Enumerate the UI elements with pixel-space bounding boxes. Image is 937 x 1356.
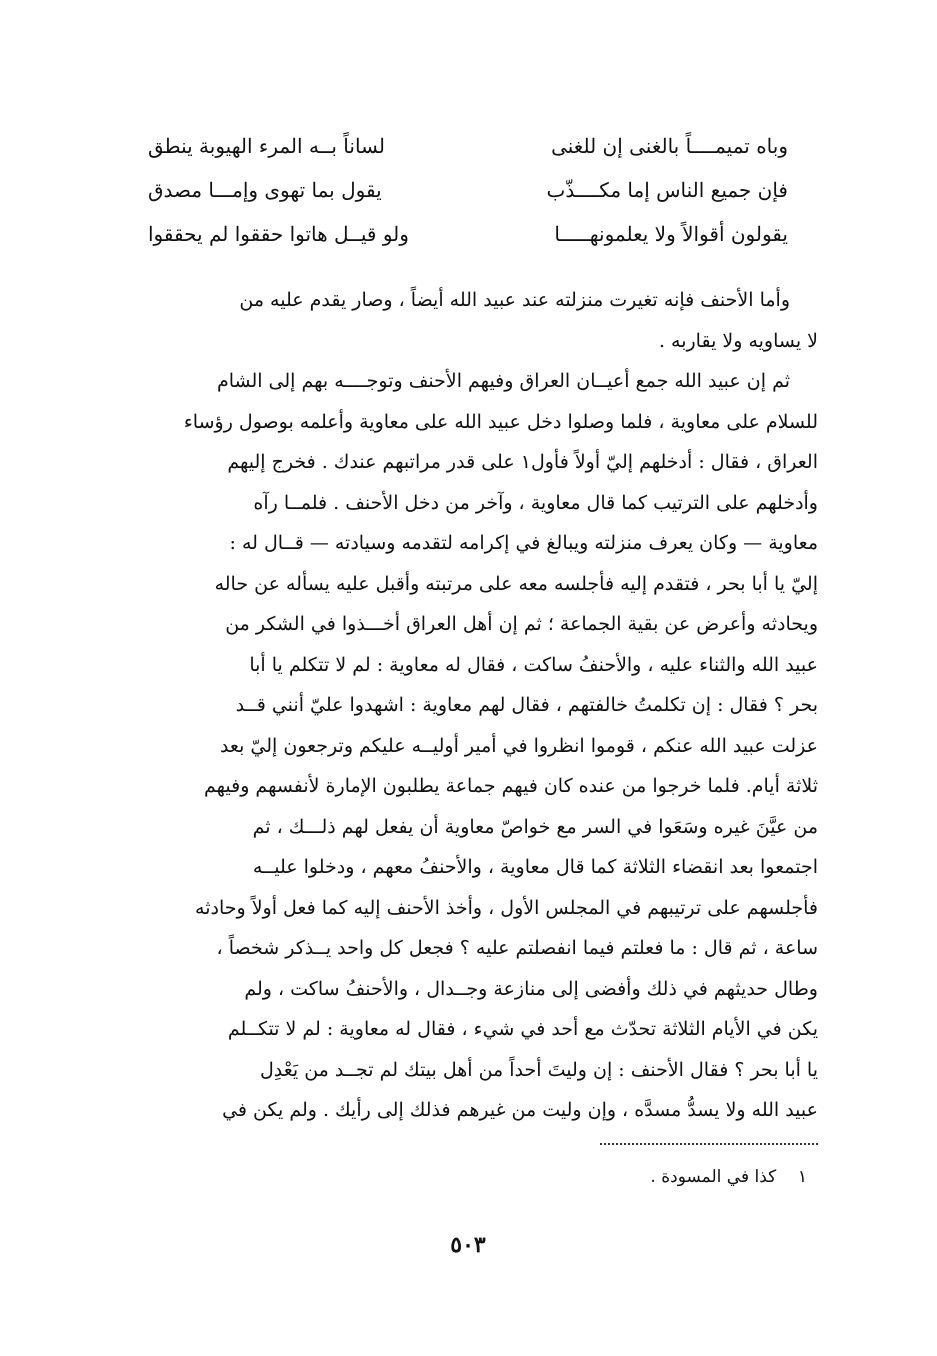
verse-second-hemistich: لساناً بــه المرء الهيوبة ينطق [148, 134, 385, 158]
text-line: فأجلسهم على ترتيبهم في المجلس الأول ، وأخذ الأحنف إليه كما فعل أولاً وحادثه [195, 896, 818, 919]
poem-verse [148, 168, 788, 212]
text-line: للسلام على معاوية ، فلما وصلوا دخل عبيد الله على معاوية وأعلمه بوصول رؤساء [183, 410, 818, 433]
text-line: بحر ؟ فقال : إن تكلمتُ خالفتهم ، فقال لهم معاوية : اشهدوا عليّ أنني قــد [235, 694, 818, 716]
text-line: وطال حديثهم في ذلك وأفضى إلى منازعة وجــدال ، والأحنفُ ساكت ، ولم [244, 977, 818, 1000]
text-line: يكن في الأيام الثلاثة تحدّث مع أحد في شيء ، فقال له معاوية : لم لا تتكــلم [227, 1018, 818, 1040]
text-line: ثم إن عبيد الله جمع أعيــان العراق وفيهم الأحنف وتوجــــه بهم إلى الشام [216, 370, 790, 392]
poem-verse [148, 124, 788, 168]
text-line: وأدخلهم على الترتيب كما قال معاوية ، وآخر من دخل الأحنف . فلمــا رآه [253, 491, 818, 514]
text-line: عزلت عبيد الله عنكم ، قوموا انظروا في أمير أوليــه عليكم وترجعون إليّ بعد [219, 734, 818, 757]
text-line: عبيد الله والثناء عليه ، والأحنفُ ساكت ، فقال له معاوية : لم لا تتكلم يا أبا [249, 653, 818, 676]
text-line: يا أبا بحر ؟ فقال الأحنف : إن وليتَ أحداً من أهل بيتك لم تجــد من يَعْدِل [259, 1058, 818, 1081]
text-line: من عيَّنَ غيره وسَعَوا في السر مع خواصّ معاوية أن يفعل لهم ذلـــك ، ثم [252, 815, 818, 838]
body-text [118, 280, 818, 1131]
text-line: ساعة ، ثم قال : ما فعلتم فيما انفصلتم عليه ؟ فجعل كل واحد يــذكر شخصاً ، [216, 937, 818, 959]
text-line: ثلاثة أيام. فلما خرجوا من عنده كان فيهم جماعة يطلبون الإمارة لأنفسهم وفيهم [204, 775, 818, 797]
footnote-divider [600, 1143, 818, 1145]
verse-first-hemistich: وباه تميمــــاً بالغنى إن للغنى [551, 134, 788, 158]
footnote [650, 1163, 807, 1191]
text-line: اجتمعوا بعد انقضاء الثلاثة كما قال معاوية ، والأحنفُ معهم ، ودخلوا عليــه [252, 856, 818, 878]
verse-first-hemistich: يقولون أقوالاً ولا يعلمونهـــــا [554, 222, 788, 246]
verse-second-hemistich: يقول بما تهوى وإمـــا مصدق [148, 178, 382, 202]
text-line: معاوية — وكان يعرف منزلته ويبالغ في إكرامه لتقدمه وسيادته — قــال له : [229, 532, 818, 554]
footnote-number: ١ [797, 1167, 807, 1187]
text-line: عبيد الله ولا يسدُّ مسدَّه ، وإن وليت من غيرهم فذلك إلى رأيك . ولم يكن في [222, 1099, 818, 1121]
verse-second-hemistich: ولو قيــل هاتوا حققوا لم يحققوا [148, 222, 409, 246]
poem-block [148, 124, 788, 256]
text-line: ويحادثه وأعرض عن بقية الجماعة ؛ ثم إن أهل العراق أخـــذوا في الشكر من [225, 613, 818, 635]
page-number: ٥٠٣ [450, 1232, 486, 1258]
verse-first-hemistich: فإن جميع الناس إما مكــــذّب [546, 178, 788, 202]
text-line: العراق ، فقال : أدخلهم إليّ أولاً فأول١ على قدر مراتبهم عندك . فخرج إليهم [227, 451, 818, 473]
poem-verse [148, 212, 788, 256]
text-line: إليّ يا أبا بحر ، فتقدم إليه فأجلسه معه على مرتبته وأقبل عليه يسأله عن حاله [214, 572, 818, 595]
text-line: وأما الأحنف فإنه تغيرت منزلته عند عبيد الله أيضاً ، وصار يقدم عليه من [239, 289, 790, 311]
footnote-text: كذا في المسودة . [650, 1167, 777, 1187]
text-line: لا يساويه ولا يقاربه . [658, 329, 818, 352]
